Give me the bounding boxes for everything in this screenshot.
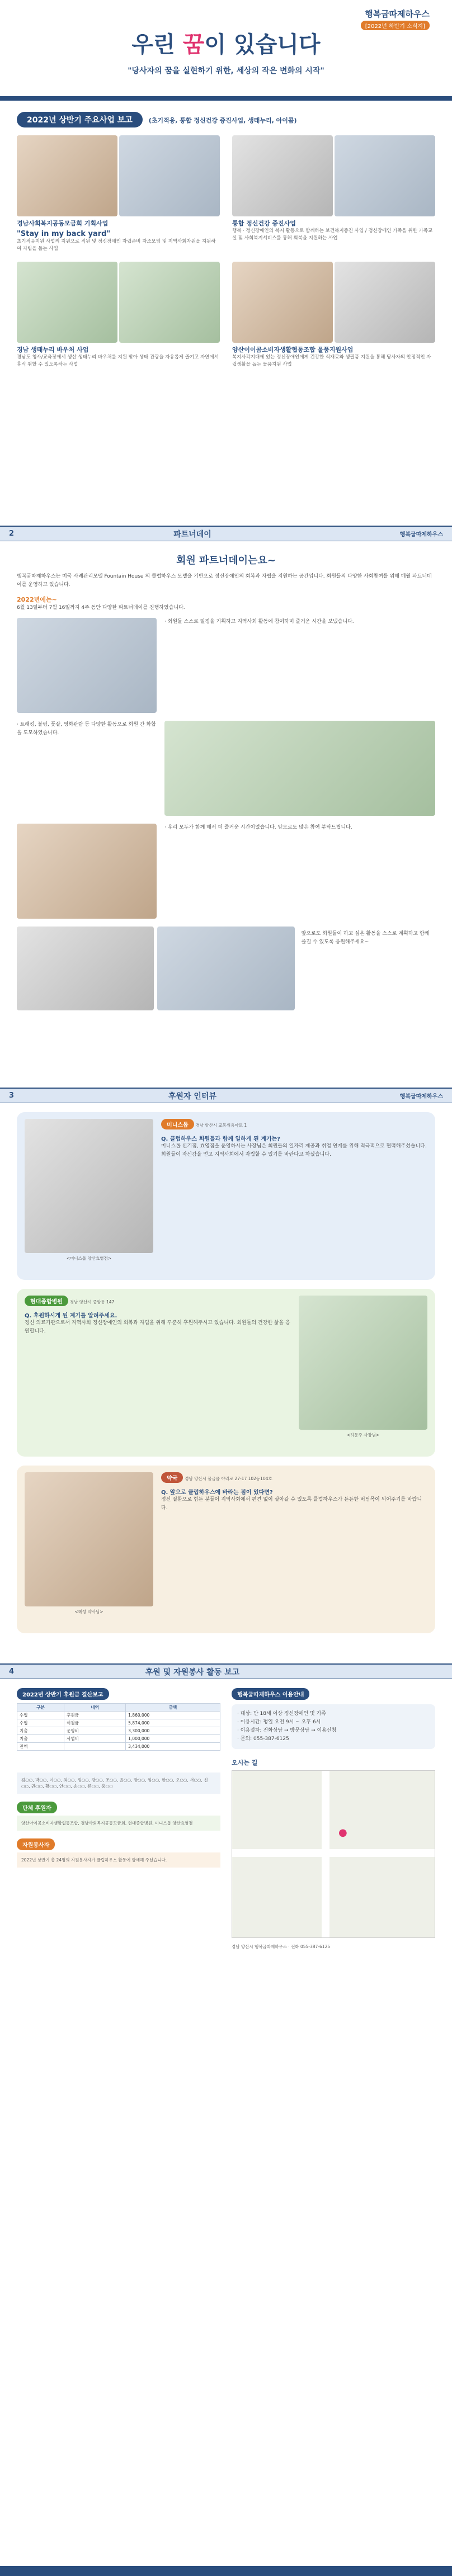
interview-card: [17, 1289, 435, 1457]
item-text: 복지사각지대에 있는 정신장애인에게 건강한 식재료와 생필품 지원을 통해 당사자의 안정적인 자립생활을 돕는 물품지원 사업: [232, 355, 431, 367]
activity-photo: [335, 262, 435, 343]
partner-paragraph: · 우리 모두가 함께 해서 더 즐거운 시간이었습니다. 앞으로도 많은 참여 부탁드립니다.: [164, 825, 352, 830]
banner: [0, 0, 452, 101]
photo-caption: <하동주 사장님>: [346, 1433, 380, 1438]
interview-card: [17, 1112, 435, 1280]
left-column: [17, 1688, 220, 1950]
section-brand: 행복굽따제하우스: [399, 1094, 443, 1100]
right-column: [232, 1688, 435, 1950]
interview-place: 경남 양산시 중앙동 147: [69, 1299, 115, 1304]
interview-answer: 미니스톱 신기점, 효영점을 운영하시는 사장님은 회원들의 일자리 제공과 취업 연계를 위해 적극적으로 협력해주셨습니다. 회원들이 자신감을 얻고 지역사회에서 자립할 수 있기를 바란다고 하셨습니다.: [161, 1143, 427, 1157]
interview-card: [17, 1466, 435, 1633]
section-header: [0, 526, 452, 541]
item-title: 경남사회복지공동모금회 기획사업: [17, 220, 109, 227]
headline-part-b: 이 있습니다: [204, 31, 321, 58]
partner-heading: 회원 파트너데이는요~: [176, 555, 276, 566]
photo-caption: <혜성 약사님>: [74, 1609, 103, 1614]
item-subtitle: "Stay in my back yard": [17, 230, 111, 238]
donor-title: 개별 후원자: [22, 1762, 51, 1769]
activity-photo: [17, 262, 117, 343]
section-support-report: [0, 1663, 452, 2446]
partner-intro: 행복굽따제하우스는 미국 사례관리모델 Fountain House 의 클럽하우스 모델을 기반으로 정신장애인의 회복과 자립을 지원하는 공간입니다. 회원들의 다양한 사회참여를 위해 매월 파트너데이를 운영하고 있습니다.: [17, 574, 432, 588]
finance-header: 구분: [17, 1704, 64, 1712]
partner-caption: 앞으로도 회원들이 하고 싶은 활동을 스스로 계획하고 함께 즐길 수 있도록 응원해주세요~: [301, 931, 430, 945]
activity-photo: [119, 262, 220, 343]
finance-header: 금액: [126, 1704, 220, 1712]
partner-paragraph: · 회원들 스스로 일정을 기획하고 지역사회 활동에 참여하며 즐거운 시간을 보냈습니다.: [164, 619, 354, 625]
group-title: 단체 후원자: [17, 1802, 57, 1813]
interview-question: Q. 앞으로 클럽하우스에 바라는 점이 있다면?: [161, 1490, 273, 1496]
map-label: 오시는 길: [232, 1759, 258, 1766]
headline-part-a: 우린: [131, 31, 183, 58]
interview-tag: 미니스톱: [161, 1119, 194, 1129]
activity-photo: [17, 135, 117, 216]
section-title: 파트너데이: [173, 530, 211, 539]
table-row: 잔액 3,434,000: [17, 1743, 220, 1751]
activity-photo: [17, 618, 157, 713]
section-title: 후원 및 자원봉사 활동 보고: [145, 1667, 240, 1677]
activity-photo: [232, 262, 333, 343]
guide-item: · 대상: 만 18세 이상 정신장애인 및 가족: [237, 1711, 327, 1717]
report-item-3: [17, 262, 220, 368]
contact-info: 경남 양산시 행복굽따제하우스 · 전화 055-387-6125: [232, 1944, 331, 1949]
finance-header: 내역: [64, 1704, 126, 1712]
guide-item: · 문의: 055-387-6125: [237, 1736, 289, 1742]
headline: [0, 27, 452, 59]
issue-badge: [2022년 하반기 소식지]: [361, 21, 430, 30]
interview-answer: 정신 의료기관으로서 지역사회 정신장애인의 회복과 자립을 위해 꾸준히 후원해주시고 있습니다. 회원들의 건강한 삶을 응원합니다.: [25, 1320, 290, 1334]
section-report: [0, 101, 452, 526]
report-item-1: [17, 135, 220, 253]
section-title: 후원자 인터뷰: [168, 1091, 217, 1101]
tagline: "당사자의 꿈을 실현하기 위한, 세상의 작은 변화의 시작": [128, 67, 324, 75]
location-pin-icon: ●: [338, 1827, 347, 1838]
portrait-photo: [299, 1296, 427, 1430]
partner-paragraph: 6월 13일부터 7월 16일까지 4주 동안 다양한 파트너데이를 진행하였습니다.: [17, 605, 185, 611]
interview-place: 경남 양산시 물금읍 야리로 27-17 102동104호: [185, 1476, 272, 1481]
section-header: [0, 1663, 452, 1679]
report-item-4: [232, 262, 435, 368]
interview-question: Q. 클럽하우스 회원들과 함께 일하게 된 계기는?: [161, 1136, 280, 1142]
portrait-photo: [25, 1472, 153, 1606]
volunteer-text: 2022년 상반기 총 24명의 자원봉사자가 클럽하우스 활동에 함께해 주셨습니다.: [17, 1852, 220, 1868]
activity-photo: [17, 824, 157, 919]
finance-title: 2022년 상반기 후원금 결산보고: [17, 1688, 109, 1700]
activity-photo: [17, 927, 154, 1010]
group-list: 양산아이콤소비자생활협동조합, 경남사회복지공동모금회, 현대종합병원, 미니스톱 양산효영점: [17, 1816, 220, 1831]
footer-bar: [0, 2566, 452, 2576]
item-text: 행복 · 정신장애인의 복지 활동으로 함께하는 보건복지증진 사업 / 정신장애인 가족을 위한 가족교실 및 사회복지서비스를 통해 회복을 지원하는 사업: [232, 228, 433, 241]
section-header: [0, 1088, 452, 1103]
finance-table: [17, 1703, 220, 1751]
headline-accent: 꿈: [182, 31, 205, 58]
section-pill-sub: (초기적응, 통합 정신건강 증진사업, 생태누리, 아이콤): [148, 117, 297, 124]
store-photo: [25, 1119, 153, 1253]
interview-tag: 현대종합병원: [25, 1296, 68, 1306]
activity-photo: [335, 135, 435, 216]
activity-photo: [119, 135, 220, 216]
donor-list: 김○○, 박○○, 이○○, 최○○, 정○○, 강○○, 조○○, 윤○○, 장○○, 임○○, 한○○, 오○○, 서○○, 신○○, 권○○, 황○○, 안○○, 송○○, 류○○, 홍○○: [17, 1773, 220, 1794]
activity-photo: [157, 927, 294, 1010]
partner-subhead: 2022년에는~: [17, 596, 57, 603]
activity-photo: [232, 135, 333, 216]
guide-item: · 이용절차: 전화상담 → 방문상담 → 이용신청: [237, 1728, 337, 1733]
section-pill: 2022년 상반기 주요사업 보고: [17, 112, 143, 127]
guide-title: 행복굽따제하우스 이용안내: [232, 1688, 309, 1700]
interview-tag: 약국: [161, 1472, 183, 1483]
section-partner-day: [0, 526, 452, 1088]
volunteer-title: 자원봉사자: [17, 1838, 55, 1850]
interview-question: Q. 후원하시게 된 계기를 알려주세요.: [25, 1313, 117, 1319]
item-title: 양산이이콤소비자생활협동조합 물품지원사업: [232, 346, 354, 353]
section-number: 2: [9, 530, 15, 538]
table-row: 수입 후원금 1,860,000: [17, 1712, 220, 1719]
photo-caption: <미니스톱 양산효영점>: [66, 1256, 112, 1261]
section-interview: [0, 1088, 452, 1663]
report-item-2: [232, 135, 435, 253]
item-text: 초기적응지원 사업의 지원으로 직원 및 정신장애인 자립준비 자조모임 및 지역사회자원을 지원하여 자립을 돕는 사업: [17, 239, 216, 252]
section-number: 3: [9, 1091, 15, 1100]
map: [232, 1770, 435, 1938]
guide-item: · 이용시간: 평일 오전 9시 ~ 오후 6시: [237, 1719, 321, 1725]
activity-photo: [164, 721, 435, 816]
item-title: 통합 정신건강 증진사업: [232, 220, 296, 227]
interview-answer: 정신 질환으로 힘든 분들이 지역사회에서 편견 없이 살아갈 수 있도록 클럽하우스가 든든한 버팀목이 되어주기를 바랍니다.: [161, 1497, 422, 1511]
table-row: 수입 이월금 5,874,000: [17, 1719, 220, 1727]
table-row: 지출 사업비 1,000,000: [17, 1735, 220, 1743]
partner-paragraph: · 트래킹, 볼링, 풋살, 영화관람 등 다양한 활동으로 회원 간 화합을 도모하였습니다.: [17, 722, 156, 736]
section-brand: 행복굽따제하우스: [399, 532, 443, 538]
item-text: 경남도 청사/교육장에서 생산 생태누리 바우처를 지원 받아 생태 관광을 자유롭게 즐기고 자연에서 휴식 취할 수 있도록하는 사업: [17, 355, 219, 367]
item-title: 경남 생태누리 바우처 사업: [17, 346, 89, 353]
section-number: 4: [9, 1667, 15, 1676]
org-name: 행복굽따제하우스: [365, 9, 430, 19]
interview-place: 경남 양산시 교동위용마로 1: [195, 1123, 247, 1128]
table-row: 지출 운영비 3,300,000: [17, 1727, 220, 1735]
